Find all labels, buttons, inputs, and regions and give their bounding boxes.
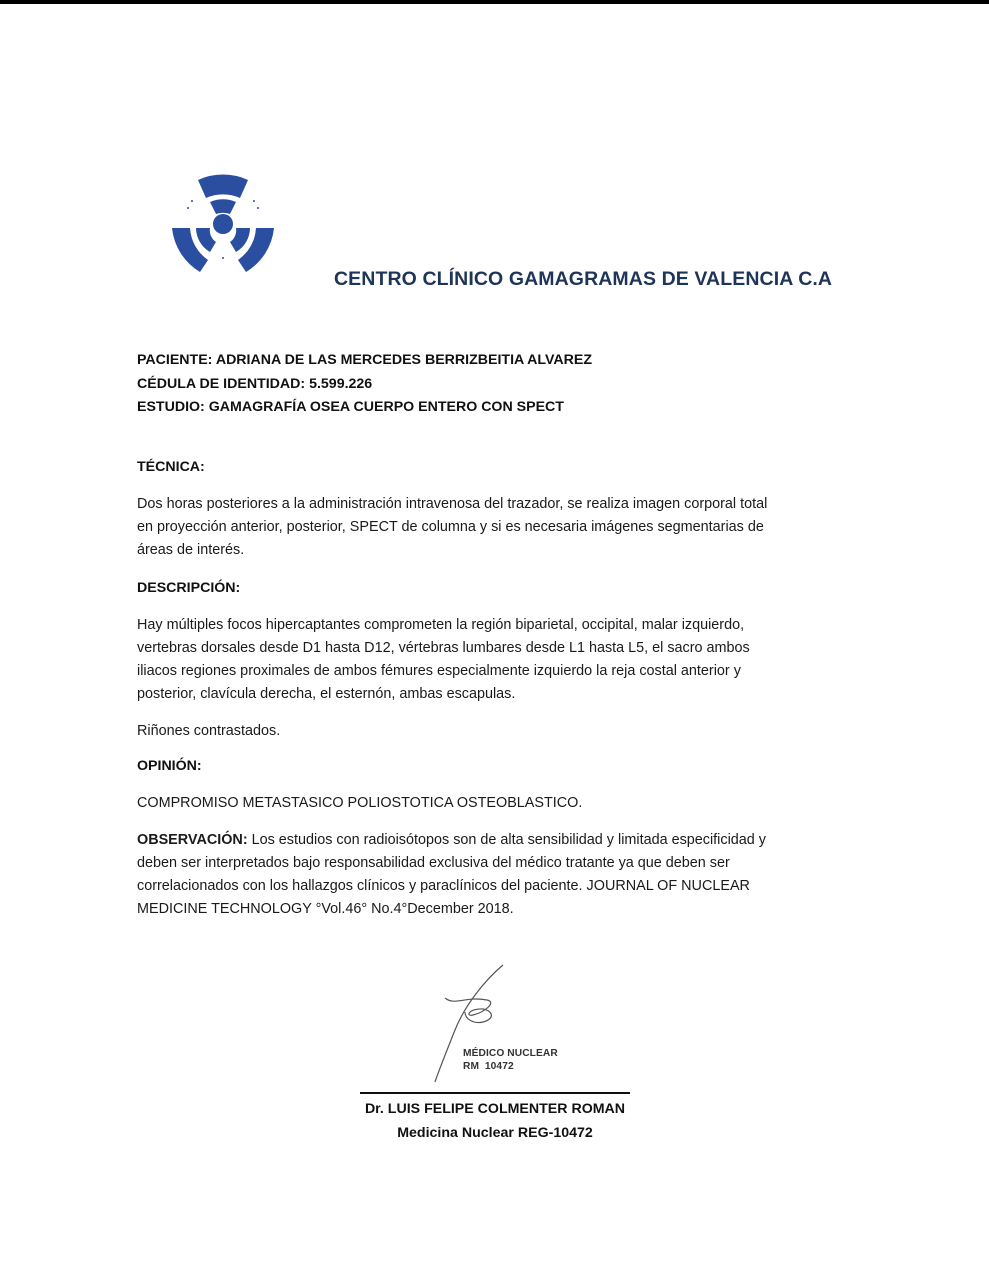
- tecnica-text: [137, 493, 867, 562]
- opinion-line: COMPROMISO METASTASICO POLIOSTOTICA OSTEOBLASTICO.: [137, 795, 583, 811]
- tecnica-line: Dos horas posteriores a la administración intravenosa del trazador, se realiza imagen corporal total: [137, 496, 768, 512]
- doctor-stamp: [463, 1047, 558, 1073]
- stamp-title: MÉDICO NUCLEAR: [463, 1048, 558, 1059]
- patient-info: [137, 349, 592, 420]
- patient-name: PACIENTE: ADRIANA DE LAS MERCEDES BERRIZBEITIA ALVAREZ: [137, 352, 593, 368]
- radiation-trefoil-icon: [168, 168, 278, 272]
- study-name: ESTUDIO: GAMAGRAFÍA OSEA CUERPO ENTERO CON SPECT: [137, 399, 564, 415]
- observacion-line: MEDICINE TECHNOLOGY °Vol.46° No.4°December 2018.: [137, 901, 514, 917]
- top-border: [0, 0, 989, 4]
- observacion-text: [137, 829, 867, 921]
- observacion-label: OBSERVACIÓN:: [137, 832, 248, 848]
- tecnica-line: áreas de interés.: [137, 542, 245, 558]
- opinion-text: [137, 792, 867, 815]
- clinic-title: CENTRO CLÍNICO GAMAGRAMAS DE VALENCIA C.A: [334, 268, 833, 290]
- kidneys-line: Riñones contrastados.: [137, 723, 281, 739]
- descripcion-line: iliacos regiones proximales de ambos fémures especialmente izquierdo la reja costal anterior y: [137, 663, 741, 679]
- descripcion-heading: DESCRIPCIÓN:: [137, 580, 241, 596]
- descripcion-line: Hay múltiples focos hipercaptantes comprometen la región biparietal, occipital, malar izquierdo,: [137, 617, 745, 633]
- opinion-heading: OPINIÓN:: [137, 758, 202, 774]
- observacion-line: deben ser interpretados bajo responsabilidad exclusiva del médico tratante ya que deben ser: [137, 855, 730, 871]
- patient-id: CÉDULA DE IDENTIDAD: 5.599.226: [137, 375, 373, 392]
- stamp-reg: RM 10472: [463, 1061, 514, 1072]
- kidneys-text: [137, 720, 867, 743]
- observacion-line: Los estudios con radioisótopos son de alta sensibilidad y limitada especificidad y: [247, 832, 766, 848]
- doctor-specialty: Medicina Nuclear REG-10472: [397, 1125, 593, 1141]
- descripcion-text: [137, 614, 867, 706]
- tecnica-heading: TÉCNICA:: [137, 459, 205, 475]
- descripcion-line: vertebras dorsales desde D1 hasta D12, vértebras lumbares desde L1 hasta L5, el sacro ambos: [137, 640, 750, 656]
- descripcion-line: posterior, clavícula derecha, el esternón, ambas escapulas.: [137, 686, 516, 702]
- doctor-name: Dr. LUIS FELIPE COLMENTER ROMAN: [364, 1101, 626, 1117]
- tecnica-line: en proyección anterior, posterior, SPECT de columna y si es necesaria imágenes segmentarias de: [137, 519, 764, 535]
- observacion-line: correlacionados con los hallazgos clínicos y paraclínicos del paciente. JOURNAL OF NUCLEAR: [137, 878, 750, 894]
- signature-line: [360, 1092, 630, 1094]
